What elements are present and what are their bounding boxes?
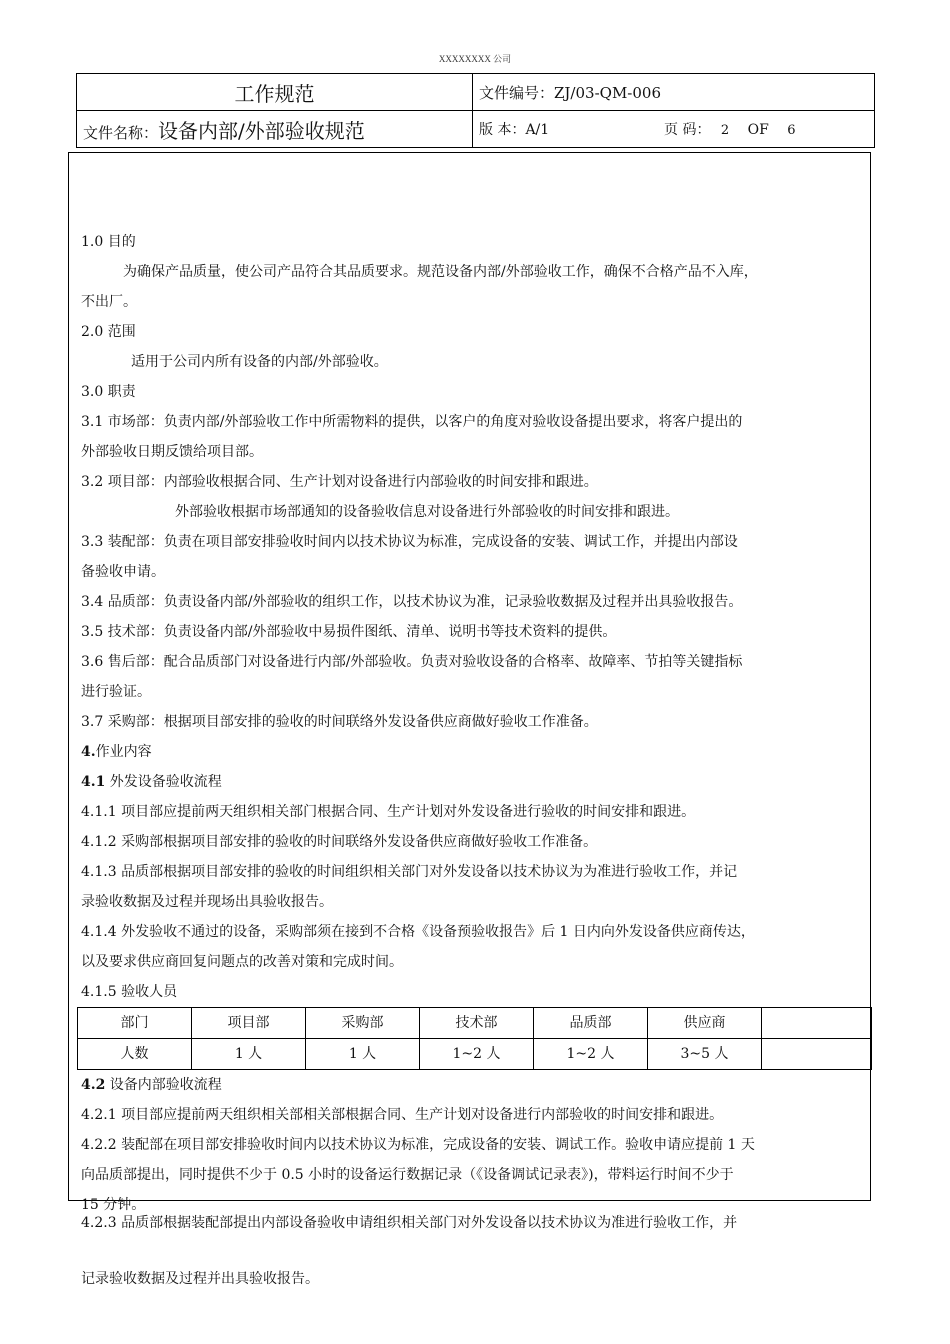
table-header-cell: 供应商 [648, 1008, 762, 1039]
paragraph: 外部验收根据市场部通知的设备验收信息对设备进行外部验收的时间安排和跟进。 [175, 504, 679, 520]
paragraph: 4.1.5 验收人员 [81, 984, 178, 1000]
spacer [81, 1238, 871, 1264]
paragraph: 3.2 项目部：内部验收根据合同、生产计划对设备进行内部验收的时间安排和跟进。 [81, 474, 598, 490]
subsection-number: 4.1 [81, 774, 106, 790]
paragraph: 3.6 售后部：配合品质部门对设备进行内部/外部验收。负责对验收设备的合格率、故障率、节拍等关键指标 [81, 654, 743, 670]
overflow-text [81, 1208, 871, 1294]
paragraph: 3.5 技术部：负责设备内部/外部验收中易损件图纸、清单、说明书等技术资料的提供。 [81, 624, 617, 640]
paragraph: 3.3 装配部：负责在项目部安排验收时间内以技术协议为标准，完成设备的安装、调试工作，并提出内部设 [81, 534, 738, 550]
paragraph: 4.2.3 品质部根据装配部提出内部设备验收申请组织相关部门对外发设备以技术协议为准进行验收工作，并 [81, 1215, 738, 1231]
paragraph: 4.2.1 项目部应提前两天组织相关部相关部根据合同、生产计划对设备进行内部验收的时间安排和跟进。 [81, 1107, 724, 1123]
document-body [81, 227, 871, 1220]
table-row [78, 1039, 872, 1070]
table-cell: 1 人 [192, 1039, 306, 1070]
table-cell: 1~2 人 [534, 1039, 648, 1070]
doc-type-title: 工作规范 [77, 74, 473, 111]
table-header-cell: 采购部 [306, 1008, 420, 1039]
page-current: 2 [720, 123, 730, 138]
paragraph: 外部验收日期反馈给项目部。 [81, 444, 263, 460]
doc-number: 文件编号：ZJ/03-QM-006 [473, 74, 875, 111]
table-header-cell: 技术部 [420, 1008, 534, 1039]
paragraph: 进行验证。 [81, 684, 151, 700]
section-title: 2.0 范围 [81, 324, 136, 340]
paragraph: 4.1.3 品质部根据项目部安排的验收的时间组织相关部门对外发设备以技术协议为为准进行验收工作，并记 [81, 864, 738, 880]
company-name: XXXXXXXX 公司 [438, 54, 512, 64]
paragraph: 适用于公司内所有设备的内部/外部验收。 [131, 354, 388, 370]
doc-version: 版 本：A/1 [479, 122, 550, 138]
paragraph: 3.7 采购部：根据项目部安排的验收的时间联络外发设备供应商做好验收工作准备。 [81, 714, 598, 730]
page-of: OF [747, 122, 769, 138]
section-title: 1.0 目的 [81, 234, 136, 250]
paragraph: 记录验收数据及过程并出具验收报告。 [81, 1271, 319, 1287]
paragraph: 15 分钟。 [81, 1197, 146, 1213]
page-total: 6 [787, 123, 796, 138]
document-header-table [76, 73, 875, 148]
table-cell: 1~2 人 [420, 1039, 534, 1070]
page-label: 页 码： [664, 122, 711, 138]
paragraph: 为确保产品质量，使公司产品符合其品质要求。规范设备内部/外部验收工作，确保不合格产品不入库， [123, 264, 758, 280]
paragraph: 3.4 品质部：负责设备内部/外部验收的组织工作，以技术协议为准，记录验收数据及过程并出具验收报告。 [81, 594, 743, 610]
version-page-cell [473, 111, 875, 148]
subsection-title-text: 设备内部验收流程 [105, 1077, 222, 1093]
table-cell: 人数 [78, 1039, 192, 1070]
doc-name-label: 文件名称： [83, 123, 159, 142]
doc-name-value: 设备内部/外部验收规范 [158, 118, 365, 143]
acceptance-staff-table [77, 1007, 872, 1070]
paragraph: 3.1 市场部：负责内部/外部验收工作中所需物料的提供，以客户的角度对验收设备提出要求，将客户提出的 [81, 414, 743, 430]
table-cell: 1 人 [306, 1039, 420, 1070]
section-title: 3.0 职责 [81, 384, 136, 400]
table-header-cell: 品质部 [534, 1008, 648, 1039]
paragraph: 备验收申请。 [81, 564, 165, 580]
section-title [81, 737, 871, 767]
section-number: 4. [81, 744, 96, 760]
table-cell: 3~5 人 [648, 1039, 762, 1070]
table-header-cell [762, 1008, 872, 1039]
paragraph: 4.1.4 外发验收不通过的设备，采购部须在接到不合格《设备预验收报告》后 1 日内向外发设备供应商传达， [81, 924, 755, 940]
subsection-title [81, 1070, 871, 1100]
subsection-number: 4.2 [81, 1077, 106, 1093]
paragraph: 4.2.2 装配部在项目部安排验收时间内以技术协议为标准，完成设备的安装、调试工作。验收申请应提前 1 天 [81, 1137, 755, 1153]
doc-name-cell [77, 111, 473, 148]
subsection-title [81, 767, 871, 797]
section-title-text: 作业内容 [95, 744, 152, 760]
paragraph: 以及要求供应商回复问题点的改善对策和完成时间。 [81, 954, 403, 970]
table-header-cell: 部门 [78, 1008, 192, 1039]
paragraph: 向品质部提出，同时提供不少于 0.5 小时的设备运行数据记录（《设备调试记录表》)，带料运行时间不少于 [81, 1167, 734, 1183]
paragraph: 不出厂。 [81, 294, 137, 310]
paragraph: 4.1.1 项目部应提前两天组织相关部门根据合同、生产计划对外发设备进行验收的时间安排和跟进。 [81, 804, 696, 820]
subsection-title-text: 外发设备验收流程 [105, 774, 222, 790]
table-cell [762, 1039, 872, 1070]
table-header-cell: 项目部 [192, 1008, 306, 1039]
paragraph: 4.1.2 采购部根据项目部安排的验收的时间联络外发设备供应商做好验收工作准备。 [81, 834, 598, 850]
table-header-row [78, 1008, 872, 1039]
paragraph: 录验收数据及过程并现场出具验收报告。 [81, 894, 333, 910]
